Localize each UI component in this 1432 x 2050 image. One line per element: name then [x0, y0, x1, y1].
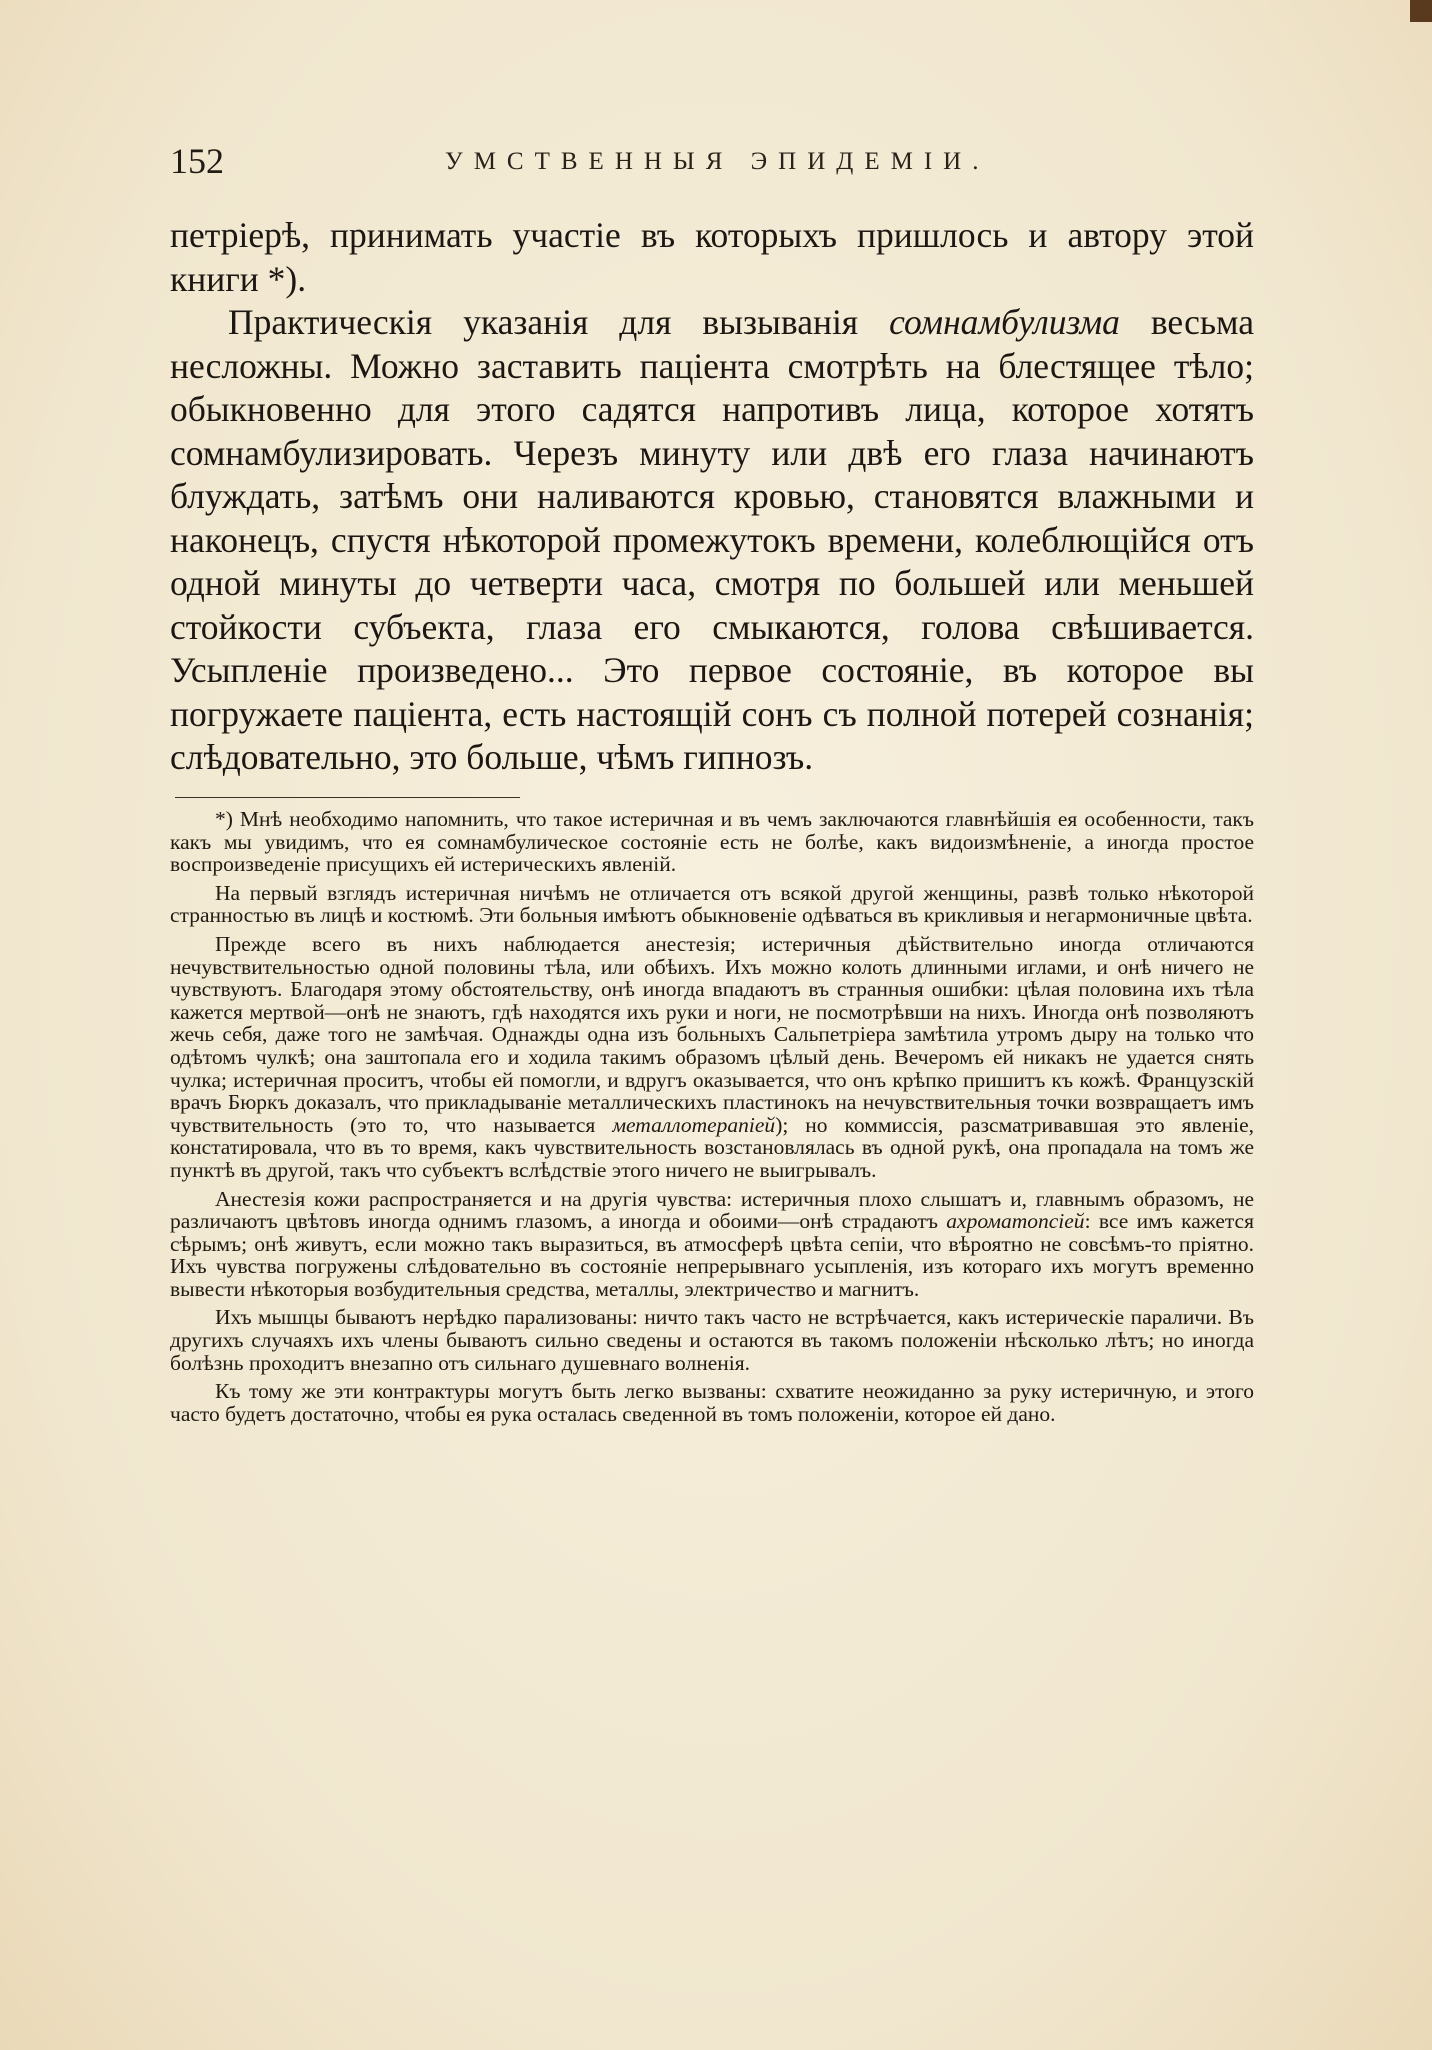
- page-header: [170, 140, 1255, 190]
- footnote-paragraph-4: [170, 1188, 1254, 1301]
- paragraph-continuation: петрiерѣ, принимать участiе въ которыхъ пришлось и автору этой книги *).: [170, 215, 1254, 299]
- corner-mark: [1410, 0, 1432, 22]
- paragraph-somnambulism: [170, 301, 1254, 780]
- footnote-paragraph-3: [170, 933, 1254, 1182]
- footnote-rule: [175, 797, 520, 798]
- emphasis-metallotherapy: металлотерапiей: [612, 1112, 776, 1137]
- footnote: [170, 808, 1254, 1431]
- footnote-paragraph-1: *) Мнѣ необходимо напомнить, что такое истеричная и въ чемъ заключаются главнѣйшiя ея особенности, такъ какъ мы увидимъ, что ея сомнамбулическое состоянiе есть не болѣе, какъ видоизмѣненiе, а иногда простое воспроизведенiе присущихъ ей истерическихъ явленiй.: [170, 807, 1254, 877]
- footnote-paragraph-6: Къ тому же эти контрактуры могутъ быть легко вызваны: схватите неожиданно за руку истеричную, и этого часто будетъ достаточно, чтобы ея рука осталась сведенной въ томъ положенiи, которое ей дано.: [170, 1379, 1254, 1426]
- running-title: УМСТВЕННЫЯ ЭПИДЕМIИ.: [445, 148, 990, 175]
- footnote-paragraph-5: Ихъ мышцы бываютъ нерѣдко парализованы: ничто такъ часто не встрѣчается, какъ истерическiе параличи. Въ другихъ случаяхъ ихъ члены бываютъ сильно сведены и остаются въ такомъ положенiи нѣсколько лѣтъ; но иногда болѣзнь проходитъ внезапно отъ сильнаго душевнаго волненiя.: [170, 1305, 1254, 1375]
- footnote-text-start: Прежде всего въ нихъ наблюдается анестезiя; истеричныя дѣйствительно иногда отличаются нечувствительностью одной половины тѣла, или обѣихъ. Ихъ можно колоть длинными иглами, и онѣ ничего не чувствуютъ. Благодаря этому обстоятельству, онѣ иногда впадаютъ въ странныя ошибки: цѣлая половина ихъ тѣла кажется мертвой—онѣ не знаютъ, гдѣ находятся ихъ руки и ноги, не посмотрѣвши на нихъ. Иногда онѣ позволяютъ жечь себя, даже того не замѣчая. Однажды одна изъ больныхъ Сальпетрiера замѣтила утромъ дыру на только что одѣтомъ чулкѣ; она заштопала его и ходила такимъ образомъ цѣлый день. Вечеромъ ей никакъ не удается снять чулка; истеричная проситъ, чтобы ей помогли, и вдругъ оказывается, что онъ крѣпко пришитъ къ кожѣ. Французскiй врачъ Бюркъ доказалъ, что прикладыванiе металлическихъ пластинокъ на нечувствительныя точки возвращаетъ имъ чувствительность (это то, что называется: [170, 931, 1254, 1137]
- footnote-paragraph-2: На первый взглядъ истеричная ничѣмъ не отличается отъ всякой другой женщины, развѣ только нѣкоторой странностью въ лицѣ и костюмѣ. Эти больныя имѣютъ обыкновенiе одѣваться въ крикливыя и негармоничные цвѣта.: [170, 880, 1254, 928]
- emphasis-achromatopsia: ахроматопсiей: [946, 1209, 1085, 1234]
- paragraph-text-end: весьма несложны. Можно заставить пацiента смотрѣть на блестящее тѣло; обыкновенно для этого садятся напротивъ лица, которое хотятъ сомнамбулизировать. Черезъ минуту или двѣ его глаза начинаютъ блуждать, затѣмъ они наливаются кровью, становятся влажными и наконецъ, спустя нѣкоторой промежутокъ времени, колеблющiйся отъ одной минуты до четверти часа, смотря по большей или меньшей стойкости субъекта, глаза его смыкаются, голова свѣшивается. Усыпленiе произведено... Это первое состоянiе, въ которое вы погружаете пацiента, есть настоящiй сонъ съ полной потерей сознанiя; слѣдовательно, это больше, чѣмъ гипнозъ.: [170, 302, 1254, 777]
- page-number: 152: [170, 141, 224, 181]
- footnote-text-end: : все имъ кажется сѣрымъ; онѣ живутъ, если можно такъ выразиться, въ атмосферѣ цвѣта сепiи, что вѣроятно не совсѣмъ-то прiятно. Ихъ чувства погружены слѣдовательно въ состоянiе непрерывнаго усыпленiя, изъ котораго ихъ могутъ временно вывести нѣкоторыя возбудительныя средства, металлы, электричество и магнитъ.: [170, 1209, 1254, 1301]
- footnote-text-end: ); но коммиссiя, разсматривавшая это явленiе, констатировала, что въ то время, какъ чувствительность возстановлялась въ одной рукѣ, она пропадала на томъ же пунктѣ въ другой, такъ что субъектъ вслѣдствiе этого ничего не выигрывалъ.: [170, 1112, 1254, 1182]
- emphasis-somnambulism: сомнамбулизма: [889, 302, 1120, 342]
- footnote-text-start: Анестезiя кожи распространяется и на другiя чувства: истеричныя плохо слышатъ и, главнымъ образомъ, не различаютъ цвѣтовъ иногда однимъ глазомъ, а иногда и обоими—онѣ страдаютъ: [170, 1186, 1254, 1234]
- paragraph-text-start: Практическiя указанiя для вызыванiя: [228, 302, 890, 342]
- main-text: [170, 214, 1254, 780]
